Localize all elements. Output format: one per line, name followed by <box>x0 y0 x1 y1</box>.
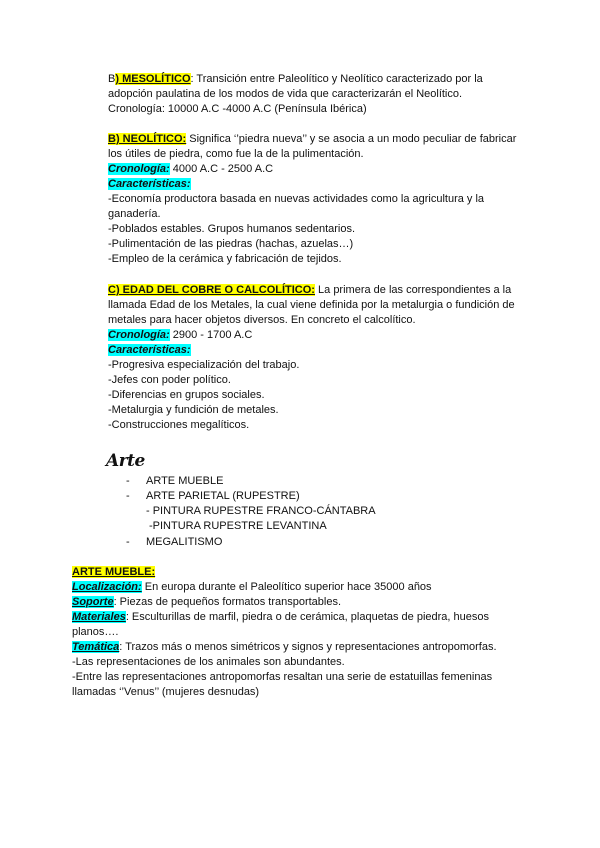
cobre-text-1: La primera de las correspondientes a la <box>314 284 512 296</box>
materiales-label: Materiales <box>72 611 126 623</box>
neolitico-crono-value: 4000 A.C - 2500 A.C <box>169 163 274 175</box>
cobre-cronologia <box>108 328 252 343</box>
cobre-heading: C) EDAD DEL COBRE O CALCOLÍTICO: <box>108 284 315 296</box>
neolitico-heading: B) NEOLÍTICO: <box>108 133 187 145</box>
cobre-item: -Diferencias en grupos sociales. <box>108 389 265 401</box>
neolitico-item: -Poblados estables. Grupos humanos sedentarios. <box>108 223 356 235</box>
neolitico-item: -Economía productora basada en nuevas actividades como la agricultura y la <box>108 193 485 205</box>
mesolitico-line-2: adopción paulatina de los modos de vida que caracterizarán el Neolítico. <box>108 88 463 100</box>
neolitico-text-1: Significa ‘’piedra nueva’’ y se asocia a un modo peculiar de fabricar <box>186 133 517 145</box>
arte-bullet: - <box>126 490 130 502</box>
localizacion-label: Localización: <box>72 581 142 593</box>
cobre-crono-value: 2900 - 1700 A.C <box>169 329 253 341</box>
neolitico-caract <box>108 177 191 192</box>
neolitico-item: -Empleo de la cerámica y fabricación de tejidos. <box>108 253 342 265</box>
tematica-label: Temática <box>72 641 120 653</box>
neolitico-cronologia <box>108 162 273 177</box>
cobre-caract-label: Características: <box>108 344 191 356</box>
arte-mueble-soporte <box>72 595 341 610</box>
cobre-item: -Jefes con poder político. <box>108 374 231 386</box>
arte-mueble-line: -Entre las representaciones antropomorfas resaltan una serie de estatuillas femeninas <box>72 671 493 683</box>
materiales-value: : Esculturillas de marfil, piedra o de cerámica, plaquetas de piedra, huesos <box>125 611 490 623</box>
arte-mueble-heading-line <box>72 565 155 580</box>
soporte-value: : Piezas de pequeños formatos transportables. <box>113 596 342 608</box>
arte-bullet: - <box>126 536 130 548</box>
neolitico-caract-label: Características: <box>108 178 191 190</box>
neolitico-crono-label: Cronología: <box>108 163 170 175</box>
arte-sublist-item: - PINTURA RUPESTRE FRANCO-CÁNTABRA <box>146 505 376 517</box>
mesolitico-heading: ) MESOLÍTICO <box>115 73 191 85</box>
localizacion-value: En europa durante el Paleolítico superior hace 35000 años <box>141 581 432 593</box>
mesolitico-line-1 <box>108 72 483 87</box>
arte-mueble-line: llamadas ‘’Venus’’ (mujeres desnudas) <box>72 686 260 698</box>
arte-list-item: MEGALITISMO <box>146 536 223 548</box>
arte-mueble-localizacion <box>72 580 432 595</box>
arte-list-item: ARTE PARIETAL (RUPESTRE) <box>146 490 300 502</box>
cobre-caract <box>108 343 191 358</box>
arte-mueble-materiales-cont: planos…. <box>72 626 119 638</box>
neolitico-line-1 <box>108 132 516 147</box>
neolitico-line-2: los útiles de piedra, como fue la de la pulimentación. <box>108 148 364 160</box>
mesolitico-line-3: Cronología: 10000 A.C -4000 A.C (Península Ibérica) <box>108 103 367 115</box>
cobre-item: -Construcciones megalíticos. <box>108 419 250 431</box>
tematica-value: : Trazos más o menos simétricos y signos y representaciones antropomorfas. <box>119 641 497 653</box>
arte-bullet: - <box>126 475 130 487</box>
cobre-item: -Metalurgia y fundición de metales. <box>108 404 279 416</box>
arte-mueble-line: -Las representaciones de los animales son abundantes. <box>72 656 345 668</box>
cobre-item: -Progresiva especialización del trabajo. <box>108 359 300 371</box>
mesolitico-text-1: : Transición entre Paleolítico y Neolítico caracterizado por la <box>190 73 483 85</box>
arte-mueble-materiales <box>72 610 489 625</box>
cobre-line-3: metales para hacer objetos diversos. En concreto el calcolítico. <box>108 314 416 326</box>
cobre-crono-label: Cronología: <box>108 329 170 341</box>
mesolitico-prefix: B <box>108 73 116 85</box>
arte-title: Arte <box>106 451 145 471</box>
arte-mueble-tematica <box>72 640 497 655</box>
neolitico-item: ganadería. <box>108 208 161 220</box>
cobre-line-1 <box>108 283 511 298</box>
arte-mueble-heading: ARTE MUEBLE: <box>72 566 156 578</box>
arte-list-item: ARTE MUEBLE <box>146 475 224 487</box>
arte-sublist-item: -PINTURA RUPESTRE LEVANTINA <box>149 520 327 532</box>
cobre-line-2: llamada Edad de los Metales, la cual viene definida por la metalurgia o fundición de <box>108 299 515 311</box>
soporte-label: Soporte <box>72 596 114 608</box>
neolitico-item: -Pulimentación de las piedras (hachas, azuelas…) <box>108 238 354 250</box>
